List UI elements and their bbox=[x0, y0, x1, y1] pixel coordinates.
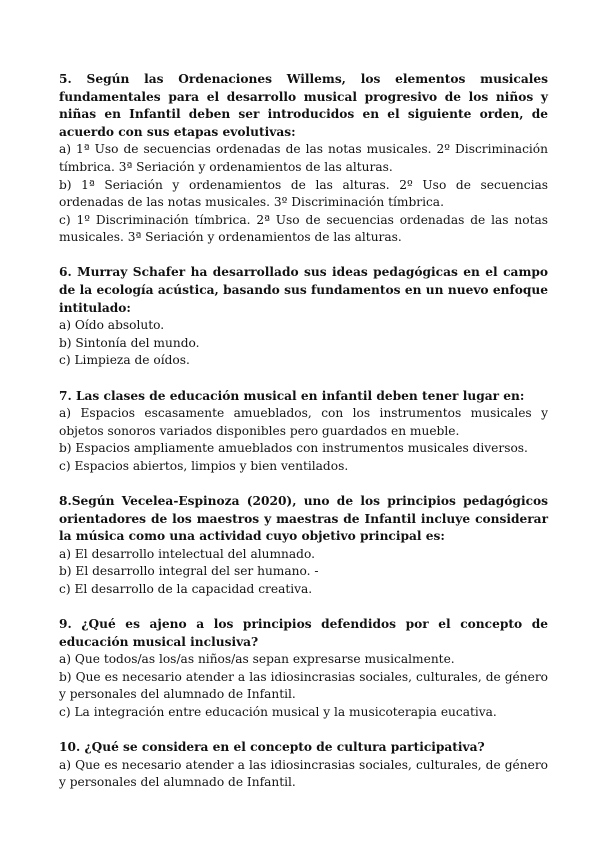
question-stem: 5. Según las Ordenaciones Willems, los elementos musicales fundamentales para el desarrollo musical progresivo de los niños y niñas en Infantil deben ser introducidos en el siguiente orden, de acuerdo con sus etapas evolutivas: bbox=[59, 72, 548, 139]
question-6 bbox=[59, 264, 548, 370]
question-8 bbox=[59, 493, 548, 599]
option-b: b) Que es necesario atender a las idiosincrasias sociales, culturales, de género y personales del alumnado de Infantil. bbox=[59, 669, 548, 702]
option-c: c) El desarrollo de la capacidad creativa. bbox=[59, 581, 313, 596]
option-b: b) Sintonía del mundo. bbox=[59, 335, 200, 350]
option-c: c) 1º Discriminación tímbrica. 2ª Uso de secuencias ordenadas de las notas musicales. 3ª Seriación y ordenamientos de las alturas. bbox=[59, 212, 548, 245]
question-7 bbox=[59, 388, 548, 476]
option-a: a) El desarrollo intelectual del alumnado. bbox=[59, 546, 315, 561]
question-stem: 6. Murray Schafer ha desarrollado sus ideas pedagógicas en el campo de la ecología acústica, basando sus fundamentos en un nuevo enfoque intitulado: bbox=[59, 265, 548, 315]
option-c: c) Espacios abiertos, limpios y bien ventilados. bbox=[59, 458, 349, 473]
option-a: a) 1ª Uso de secuencias ordenadas de las notas musicales. 2º Discriminación tímbrica. 3ª Seriación y ordenamientos de las alturas. bbox=[59, 142, 548, 174]
option-a: a) Oído absoluto. bbox=[59, 318, 165, 333]
option-a: a) Que es necesario atender a las idiosincrasias sociales, culturales, de género y personales del alumnado de Infantil. bbox=[59, 757, 548, 790]
option-c: c) La integración entre educación musical y la musicoterapia eucativa. bbox=[59, 705, 497, 719]
option-c: c) Limpieza de oídos. bbox=[59, 353, 190, 368]
option-a: a) Que todos/as los/as niños/as sepan expresarse musicalmente. bbox=[59, 652, 455, 667]
question-5 bbox=[59, 71, 548, 247]
question-stem: 10. ¿Qué se considera en el concepto de cultura participativa? bbox=[59, 740, 485, 755]
question-9 bbox=[59, 616, 548, 722]
option-b: b) 1ª Seriación y ordenamientos de las alturas. 2º Uso de secuencias ordenadas de las notas musicales. 3º Discriminación tímbrica. bbox=[59, 177, 548, 210]
question-10 bbox=[59, 739, 548, 792]
option-b: b) Espacios ampliamente amueblados con instrumentos musicales diversos. bbox=[59, 441, 528, 456]
question-stem: 8.Según Vecelea-Espinoza (2020), uno de los principios pedagógicos orientadores de los maestros y maestras de Infantil incluye considerar la música como una actividad cuyo objetivo principal es: bbox=[59, 493, 548, 544]
question-stem: 9. ¿Qué es ajeno a los principios defendidos por el concepto de educación musical inclusiva? bbox=[59, 617, 548, 649]
option-b: b) El desarrollo integral del ser humano. - bbox=[59, 564, 319, 579]
question-stem: 7. Las clases de educación musical en infantil deben tener lugar en: bbox=[59, 388, 525, 403]
option-a: a) Espacios escasamente amueblados, con los instrumentos musicales y objetos sonoros variados disponibles pero guardados en mueble. bbox=[59, 406, 548, 438]
